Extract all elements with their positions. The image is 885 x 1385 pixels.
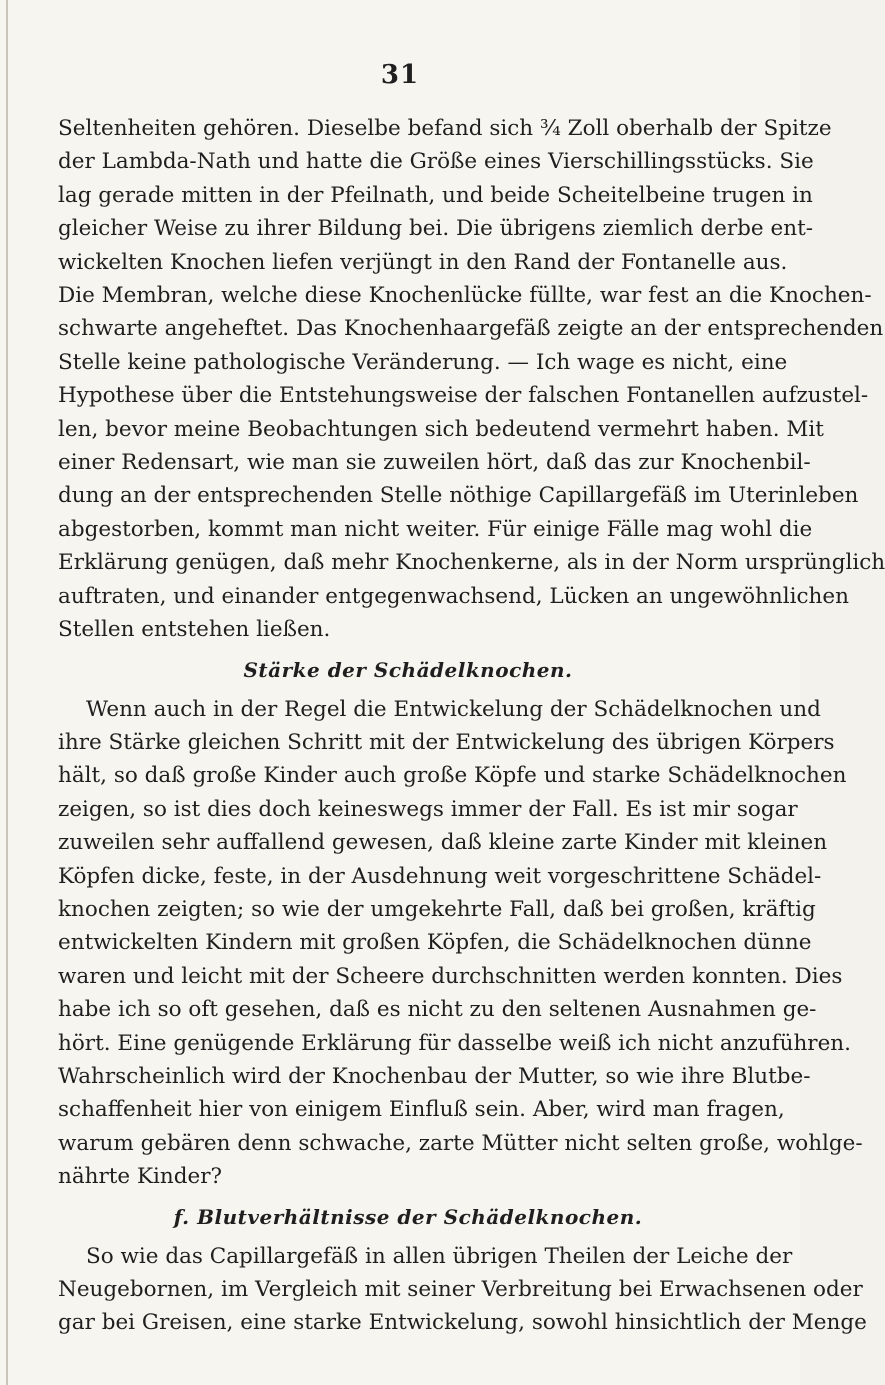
- text-line: habe ich so oft gesehen, daß es nicht zu den seltenen Ausnahmen ge-: [58, 997, 817, 1023]
- text-line: schwarte angeheftet. Das Knochenhaargefäß zeigte an der entsprechenden: [58, 316, 884, 342]
- text-line: hört. Eine genügende Erklärung für dasselbe weiß ich nicht anzuführen.: [58, 1030, 851, 1056]
- text-line: Stelle keine pathologische Veränderung. — Ich wage es nicht, eine: [58, 349, 788, 375]
- text-block: [58, 112, 885, 1340]
- section-heading-blood-supply: f. Blutverhältnisse der Schädelknochen.: [173, 1204, 643, 1229]
- text-line: Hypothese über die Entstehungsweise der falschen Fontanellen aufzustel-: [58, 383, 869, 409]
- page-number: 31: [380, 60, 420, 90]
- text-line: Seltenheiten gehören. Dieselbe befand sich ¾ Zoll oberhalb der Spitze: [58, 116, 832, 141]
- text-line: zuweilen sehr auffallend gewesen, daß kleine zarte Kinder mit kleinen: [58, 830, 828, 856]
- text-line: So wie das Capillargefäß in allen übrigen Theilen der Leiche der: [86, 1243, 793, 1269]
- text-line: nährte Kinder?: [58, 1164, 223, 1190]
- paragraph-1: [58, 112, 885, 647]
- text-line: gar bei Greisen, eine starke Entwickelung, sowohl hinsichtlich der Menge: [58, 1310, 867, 1336]
- text-line: Neugebornen, im Vergleich mit seiner Verbreitung bei Erwachsenen oder: [58, 1277, 863, 1302]
- text-line: ihre Stärke gleichen Schritt mit der Entwickelung des übrigen Körpers: [58, 729, 835, 755]
- text-line: einer Redensart, wie man sie zuweilen hört, daß das zur Knochenbil-: [58, 450, 811, 476]
- text-line: Stellen entstehen ließen.: [58, 617, 331, 643]
- text-line: Erklärung genügen, daß mehr Knochenkerne, als in der Norm ursprünglich: [58, 550, 885, 576]
- text-line: abgestorben, kommt man nicht weiter. Für einige Fälle mag wohl die: [58, 516, 813, 542]
- paragraph-2: [58, 693, 863, 1194]
- text-line: schaffenheit hier von einigem Einfluß sein. Aber, wird man fragen,: [58, 1097, 785, 1123]
- text-line: entwickelten Kindern mit großen Köpfen, die Schädelknochen dünne: [58, 930, 812, 956]
- text-line: Köpfen dicke, feste, in der Ausdehnung weit vorgeschrittene Schädel-: [58, 863, 822, 889]
- text-line: waren und leicht mit der Scheere durchschnitten werden konnten. Dies: [58, 963, 843, 989]
- paragraph-3: [58, 1240, 867, 1340]
- text-line: Wenn auch in der Regel die Entwickelung der Schädelknochen und: [86, 696, 821, 722]
- page-edge: [6, 0, 8, 1385]
- text-line: warum gebären denn schwache, zarte Mütter nicht selten große, wohlge-: [58, 1130, 863, 1156]
- text-line: der Lambda-Nath und hatte die Größe eines Vierschillingsstücks. Sie: [58, 149, 814, 175]
- text-line: hält, so daß große Kinder auch große Köpfe und starke Schädelknochen: [58, 763, 847, 789]
- text-line: Wahrscheinlich wird der Knochenbau der Mutter, so wie ihre Blutbe-: [58, 1063, 811, 1089]
- text-line: gleicher Weise zu ihrer Bildung bei. Die übrigens ziemlich derbe ent-: [58, 216, 813, 242]
- text-line: zeigen, so ist dies doch keineswegs immer der Fall. Es ist mir sogar: [58, 796, 798, 822]
- text-line: auftraten, und einander entgegenwachsend, Lücken an ungewöhnlichen: [58, 583, 849, 609]
- text-line: wickelten Knochen liefen verjüngt in den Rand der Fontanelle aus.: [58, 249, 788, 275]
- text-line: dung an der entsprechenden Stelle nöthige Capillargefäß im Uterinleben: [58, 483, 859, 509]
- section-heading-skull-strength: Stärke der Schädelknochen.: [243, 657, 573, 682]
- text-line: len, bevor meine Beobachtungen sich bedeutend vermehrt haben. Mit: [58, 416, 824, 442]
- text-line: knochen zeigten; so wie der umgekehrte Fall, daß bei großen, kräftig: [58, 896, 816, 922]
- text-line: Die Membran, welche diese Knochenlücke füllte, war fest an die Knochen-: [58, 283, 872, 309]
- text-line: lag gerade mitten in der Pfeilnath, und beide Scheitelbeine trugen in: [58, 182, 813, 208]
